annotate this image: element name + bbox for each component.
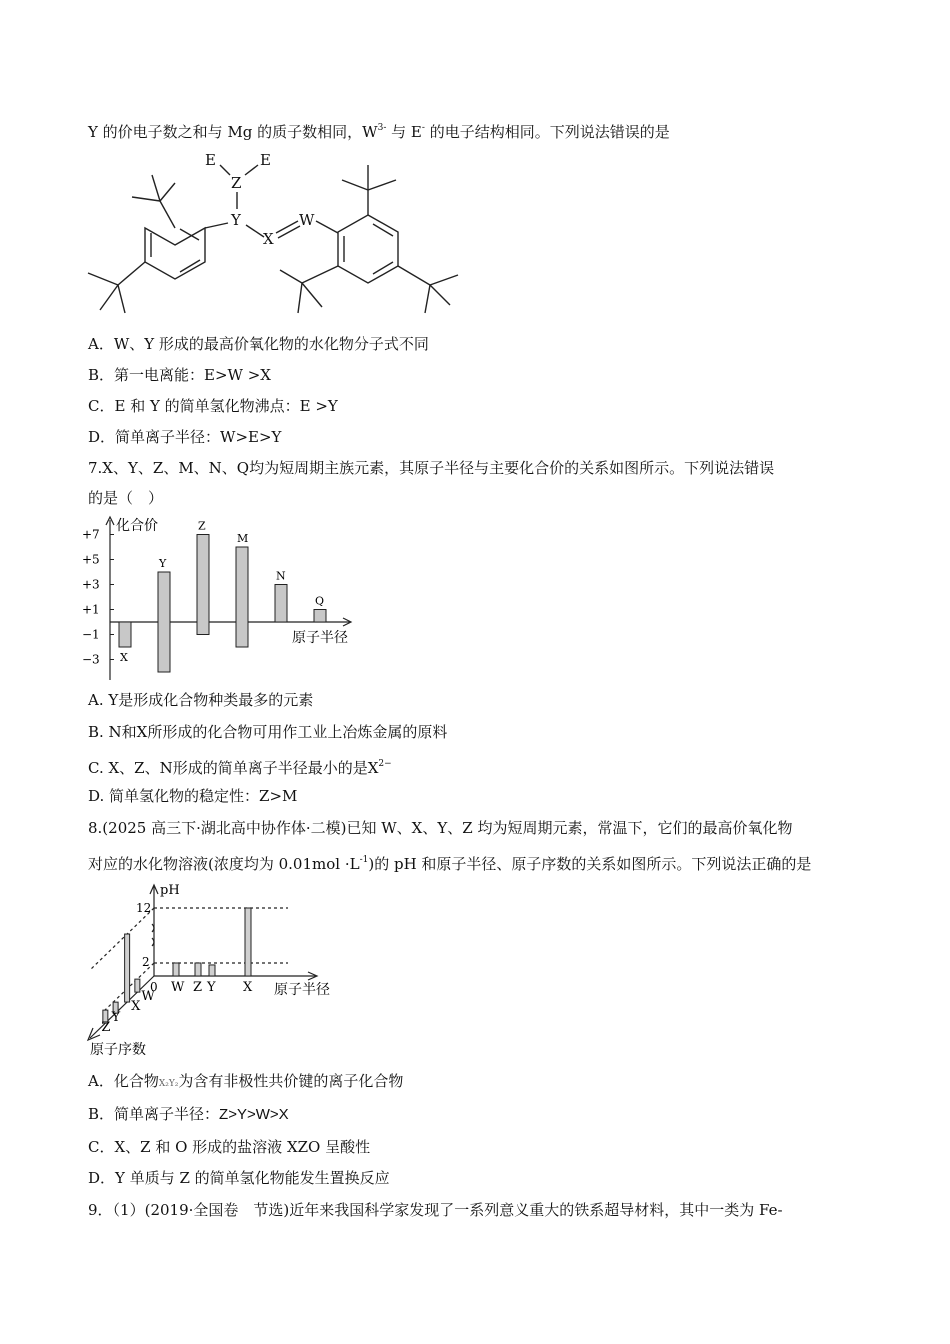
chart1-tick-label: +3	[82, 577, 100, 592]
q6-intro	[88, 118, 670, 142]
chart2-number-tick: X	[131, 999, 141, 1015]
label-z: Z	[231, 174, 242, 192]
chart1-bar-label: Y	[159, 557, 167, 570]
q8-option-a-part1: A．化合物	[88, 1072, 159, 1090]
chart1-bar-label: M	[237, 532, 249, 545]
chart1-tick-label: −1	[82, 627, 100, 642]
q7-option-a: A. Y是形成化合物种类最多的元素	[88, 691, 314, 709]
q8-option-c: C．X、Z 和 O 形成的盐溶液 XZO 呈酸性	[88, 1138, 371, 1156]
q6-intro-part-b: 与 E	[386, 123, 422, 141]
chart1-bar-label: Z	[198, 519, 206, 533]
q8-stem-line1: 8.(2025 高三下·湖北高中协作体·二模)已知 W、X、Y、Z 均为短周期元素，常温下，它们的最高价氧化物	[88, 819, 793, 837]
chart1-x-label: 原子半径	[292, 630, 348, 646]
chart2-number-bar	[125, 934, 130, 1002]
q6-option-a: A．W、Y 形成的最高价氧化物的水化物分子式不同	[88, 335, 429, 353]
chart1-bar	[236, 547, 248, 647]
chart2-radius-tick: Y	[207, 980, 216, 995]
q8-option-d: D．Y 单质与 Z 的简单氢化物能发生置换反应	[88, 1169, 390, 1187]
chart1-bar-label: N	[276, 569, 286, 583]
chart2-origin-label: 0	[150, 980, 158, 994]
chart2-radius-bar	[245, 908, 251, 976]
chart2-radius-bar	[209, 965, 215, 976]
chart2-radius-label: 原子半径	[274, 982, 330, 998]
q9-stem: 9．（1）(2019·全国卷 节选)近年来我国科学家发现了一系列意义重大的铁系超导材料，其中一类为 Fe-	[88, 1201, 783, 1219]
q6-option-b: B．第一电离能：E>W >X	[88, 366, 271, 384]
q6-option-d: D．简单离子半径：W>E>Y	[88, 428, 282, 446]
chart2-tick-2: 2	[142, 955, 150, 969]
chart2-number-tick: W	[141, 989, 155, 1005]
q7-option-c-charge: 2−	[378, 759, 392, 769]
chart1-y-label: 化合价	[116, 518, 158, 534]
w-ion-charge: 3-	[377, 123, 387, 133]
q8-option-a-part2: 为含有非极性共价键的离子化合物	[178, 1072, 404, 1090]
chart2-radius-tick: Z	[193, 980, 203, 995]
q7-option-b: B. N和X所形成的化合物可用作工业上冶炼金属的原料	[88, 723, 448, 741]
q8-stem-line2-a: 对应的水化物溶液(浓度均为 0.01mol ·L	[88, 855, 360, 873]
q7-option-c-text: C. X、Z、N形成的简单离子半径最小的是X	[88, 759, 379, 777]
label-w: W	[299, 211, 315, 229]
q8-concentration-exponent: -1	[359, 855, 369, 865]
q8-option-b-part1: B．简单离子半径：	[88, 1105, 220, 1123]
ph-radius-number-chart	[80, 880, 360, 1060]
chart1-tick-label: +1	[82, 602, 100, 617]
q8-option-a-formula: X₂Y₂	[158, 1079, 179, 1089]
chart2-ph-label: pH	[160, 883, 180, 898]
chart1-bar-label: Q	[315, 594, 325, 608]
q8-option-b	[88, 1104, 289, 1125]
q8-stem-line2-b: )的 pH 和原子半径、原子序数的关系如图所示。下列说法正确的是	[368, 855, 812, 873]
molecular-structure-diagram	[80, 145, 480, 325]
q8-option-a	[88, 1071, 403, 1094]
chart1-bar	[275, 585, 287, 623]
chart1-tick-label: +7	[82, 527, 100, 542]
q7-stem-line1: 7.X、Y、Z、M、N、Q均为短周期主族元素，其原子半径与主要化合价的关系如图所示。下列说法错误	[88, 459, 775, 477]
chart2-radius-tick: X	[243, 980, 253, 995]
chart1-bar-label: X	[120, 651, 128, 664]
chart2-radius-tick: W	[171, 980, 185, 995]
chart2-tick-12: 12	[136, 901, 152, 915]
chart1-bar	[314, 610, 326, 623]
label-e-right: E	[260, 151, 271, 169]
e-ion-charge: -	[421, 123, 425, 133]
chart2-number-tick: Y	[111, 1010, 121, 1026]
q6-option-c: C．E 和 Y 的简单氢化物沸点：E >Y	[88, 397, 338, 415]
q8-option-b-part2: Z>Y>W>X	[219, 1106, 289, 1123]
chart2-number-tick: Z	[101, 1020, 111, 1036]
q7-option-c	[88, 754, 392, 778]
chart1-bar	[197, 535, 209, 635]
w-ion-symbol: W	[362, 123, 378, 141]
q8-stem-line2	[88, 850, 811, 874]
label-x: X	[263, 230, 274, 248]
chart1-tick-label: −3	[82, 652, 100, 667]
chart2-number-label: 原子序数	[90, 1042, 146, 1058]
chart2-radius-bar	[195, 963, 201, 976]
q6-intro-part-a: Y 的价电子数之和与 Mg 的质子数相同，	[88, 123, 363, 141]
label-e-left: E	[205, 151, 216, 169]
chart1-tick-label: +5	[82, 552, 100, 567]
chart1-bar	[158, 572, 170, 672]
chart2-radius-bar	[173, 963, 179, 976]
chart2-number-bar	[135, 979, 140, 992]
q7-stem-line2: 的是（ ）	[88, 489, 164, 507]
valence-radius-chart	[80, 512, 370, 687]
chart2-number-axis	[90, 976, 154, 1038]
chart1-bar	[119, 622, 131, 647]
q7-option-d: D. 简单氢化物的稳定性：Z>M	[88, 787, 298, 805]
q6-intro-part-c: 的电子结构相同。下列说法错误的是	[424, 123, 670, 141]
label-y: Y	[231, 211, 241, 229]
